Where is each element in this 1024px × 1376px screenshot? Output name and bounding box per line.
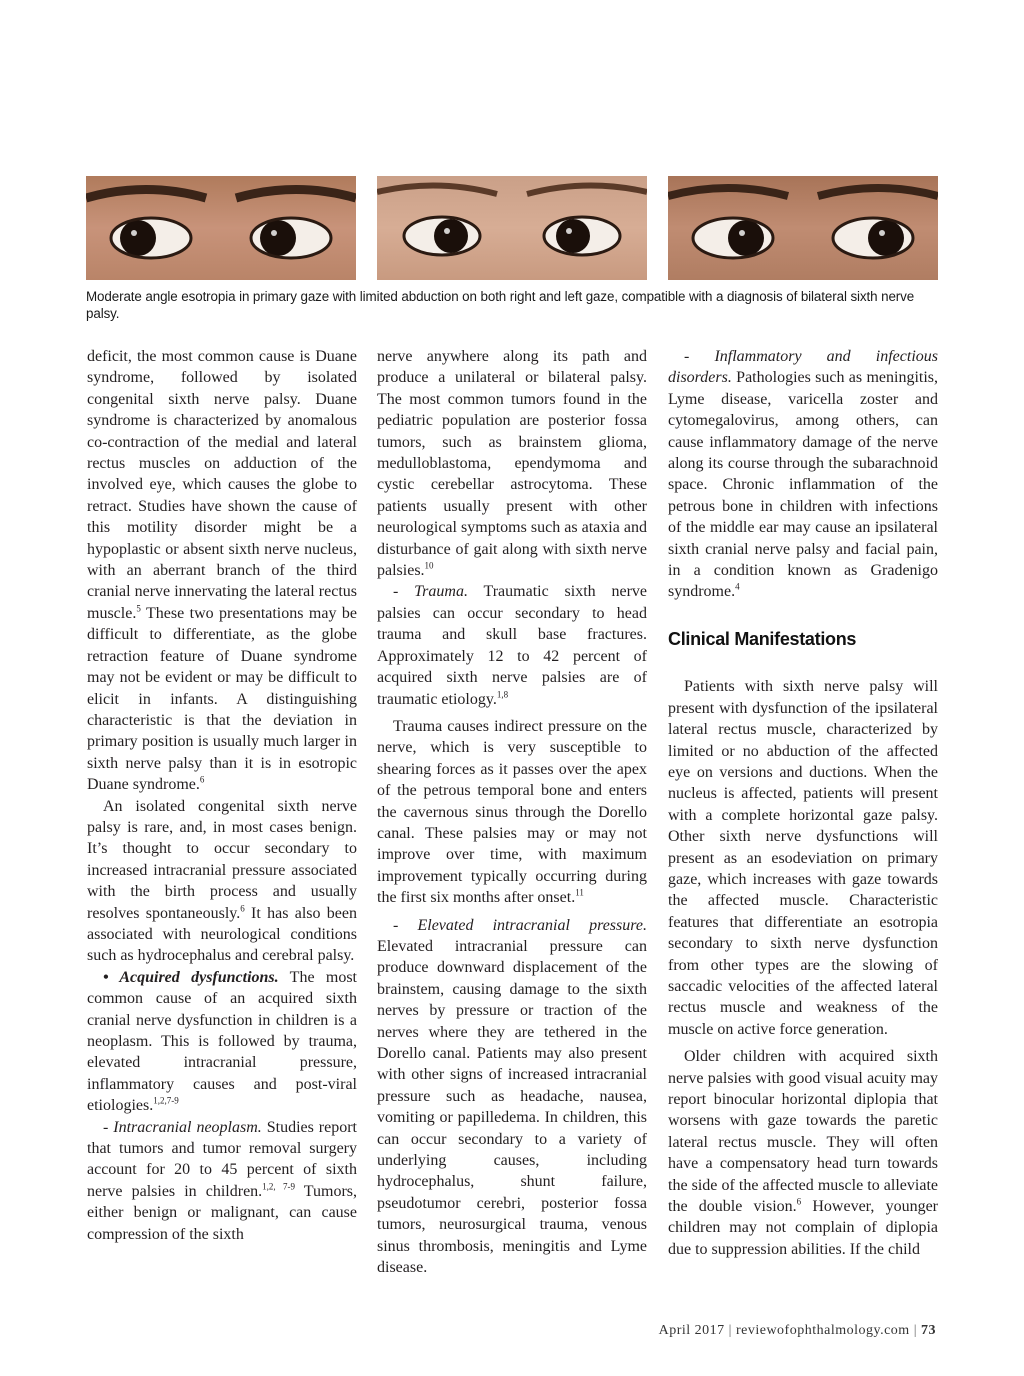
website-link[interactable]: reviewofophthalmology.com xyxy=(735,1323,910,1338)
text: Trauma causes indirect pressure on the nerve, which is very susceptible to shearing forces as it passes over the apex of the petrous temporal bone and enters the cavernous sinus through the Dorello canal. These palsies may or may not improve over time, with maximum improvement typically occurring during the first six months after onset. xyxy=(377,717,647,907)
text: Elevated intracranial pressure can produce downward displacement of the brainstem, causing damage to the sixth nerves by pressure or traction of the nerves where they are tethered in the Dorello canal. Patients may also present with other signs of increased intracranial pressure such as headache, nausea, vomiting or papilledema. In children, this can occur secondary to a variety of underlying causes, including hydrocephalus, shunt failure, pseudotumor cerebri, posterior fossa tumors, neurosurgical trauma, venous sinus thrombosis, meningitis and Lyme disease. xyxy=(377,937,647,1277)
text: deficit, the most common cause is Duane syndrome, followed by isolated congenital sixth nerve palsy. Duane syndrome is characterized by anomalous co-contraction of the medial and lateral rectus muscles on adduction of the involved eye, which causes the globe to retract. Studies have shown the cause of this motility disorder might be a hypoplastic or absent sixth nerve nucleus, with an aberrant branch of the third cranial nerve innervating the lateral rectus muscle. xyxy=(87,348,357,622)
text: The most common cause of an acquired sixth cranial nerve dysfunction in children is a neoplasm. This is followed by trauma, elevated intracranial pressure, inflammatory causes and post-viral etiologies. xyxy=(87,968,357,1115)
page-footer xyxy=(659,1323,936,1339)
photo-left-gaze xyxy=(86,176,356,280)
paragraph xyxy=(377,716,647,909)
page-number: 73 xyxy=(921,1323,936,1338)
photo-primary-gaze xyxy=(377,176,647,280)
text: Older children with acquired sixth nerve palsies with good visual acuity may report binocular horizontal diplopia that worsens with gaze towards the paretic lateral rectus muscle. They will often have a compensatory head turn towards the side of the affected muscle to alleviate the double vision. xyxy=(668,1048,938,1216)
paragraph xyxy=(87,967,357,1117)
reference-mark: 1,2, 7-9 xyxy=(262,1181,295,1192)
separator: | xyxy=(913,1323,917,1338)
paragraph xyxy=(668,1046,938,1260)
text: However, younger children may not complain of diplopia due to suppression abilities. If the child xyxy=(668,1198,938,1258)
text: Traumatic sixth nerve palsies can occur secondary to head trauma and skull base fractures. Approximately 12 to 42 percent of acquired sixth nerve palsies are of traumatic etiology. xyxy=(377,583,648,708)
separator: | xyxy=(728,1323,732,1338)
subsection-lead: - Trauma. xyxy=(393,583,468,601)
paragraph xyxy=(87,796,357,967)
paragraph xyxy=(377,915,647,1279)
reference-mark: 1,2,7-9 xyxy=(153,1095,179,1106)
text: Studies report that tumors and tumor removal surgery account for 20 to 45 percent of sixth nerve palsies in children. xyxy=(87,1118,357,1200)
text: Pathologies such as meningitis, Lyme disease, varicella zoster and cytomegalovirus, among others, can cause inflammatory damage of the nerve along its course through the subarachnoid space. Chronic inflammation of the petrous bone in children with infections of the middle ear may cause an ipsilateral sixth cranial nerve palsy and facial pain, in a condition known as Gradenigo syndrome. xyxy=(668,369,938,601)
subsection-lead: - Inflammatory and infectious disorders. xyxy=(668,348,938,387)
text-column-3 xyxy=(668,346,938,1260)
figure-caption: Moderate angle esotropia in primary gaze with limited abduction on both right and left gaze, compatible with a diagnosis of bilateral sixth nerve palsy. xyxy=(86,289,915,321)
reference-mark: 1,8 xyxy=(496,689,509,700)
subsection-lead: • Acquired dysfunctions. xyxy=(103,968,279,986)
subsection-lead: - Intracranial neoplasm. xyxy=(103,1118,262,1136)
paragraph xyxy=(668,676,938,1040)
issue-date: April 2017 xyxy=(658,1323,725,1338)
text: nerve anywhere along its path and produce a unilateral or bilateral palsy. The most common tumors found in the pediatric population are posterior fossa tumors, such as brainstem glioma, medulloblastoma, ependymoma and cystic cerebellar astrocytoma. These patients usually present with other neurological symptoms such as ataxia and disturbance of gait along with sixth nerve palsies. xyxy=(377,348,647,580)
photo-strip xyxy=(86,176,938,280)
text: Patients with sixth nerve palsy will present with dysfunction of the ipsilateral lateral rectus muscle, characterized by limited or no abduction of the affected eye on versions and ductions. When the nucleus is affected, patients will present with a complete horizontal gaze palsy. Other sixth nerve dysfunctions will present as an esodeviation on primary gaze, which increases with gaze towards the affected muscle. Characteristic features that differentiate an esotropia secondary to sixth nerve dysfunction from other types are the slowing of saccadic velocities of the affected lateral rectus muscle and weakness of the muscle on active force generation. xyxy=(668,678,938,1038)
subsection-lead: - Elevated intracranial pressure. xyxy=(393,916,647,934)
photo-right-gaze xyxy=(668,176,938,280)
reference-mark: 6 xyxy=(199,774,205,785)
paragraph xyxy=(668,346,938,603)
paragraph xyxy=(87,1117,357,1245)
paragraph xyxy=(377,581,647,709)
text-column-2 xyxy=(377,346,647,1278)
reference-mark: 5 xyxy=(136,603,141,614)
paragraph xyxy=(377,346,647,581)
reference-mark: 11 xyxy=(575,887,584,898)
text: These two presentations may be difficult to differentiate, as the globe retraction feature of Duane syndrome may not be evident or may be difficult to elicit in infants. A distinguishing characteristic is that the deviation in primary position is usually much larger in sixth nerve palsy than it is in esotropic Duane syndrome. xyxy=(87,604,357,794)
section-heading: Clinical Manifestations xyxy=(668,628,857,649)
text: Tumors, either benign or malignant, can cause compression of the sixth xyxy=(87,1182,357,1243)
reference-mark: 4 xyxy=(735,582,740,593)
paragraph xyxy=(87,346,357,796)
reference-mark: 6 xyxy=(796,1196,802,1207)
text: An isolated congenital sixth nerve palsy is rare, and, in most cases benign. It’s thought to occur secondary to increased intracranial pressure associated with the birth process and usually resolves spontaneously. xyxy=(87,797,357,922)
reference-mark: 10 xyxy=(424,560,434,571)
text-column-1 xyxy=(87,346,357,1245)
text: It has also been associated with neurological conditions such as hydrocephalus and cerebral palsy. xyxy=(87,904,357,965)
reference-mark: 6 xyxy=(240,903,245,914)
